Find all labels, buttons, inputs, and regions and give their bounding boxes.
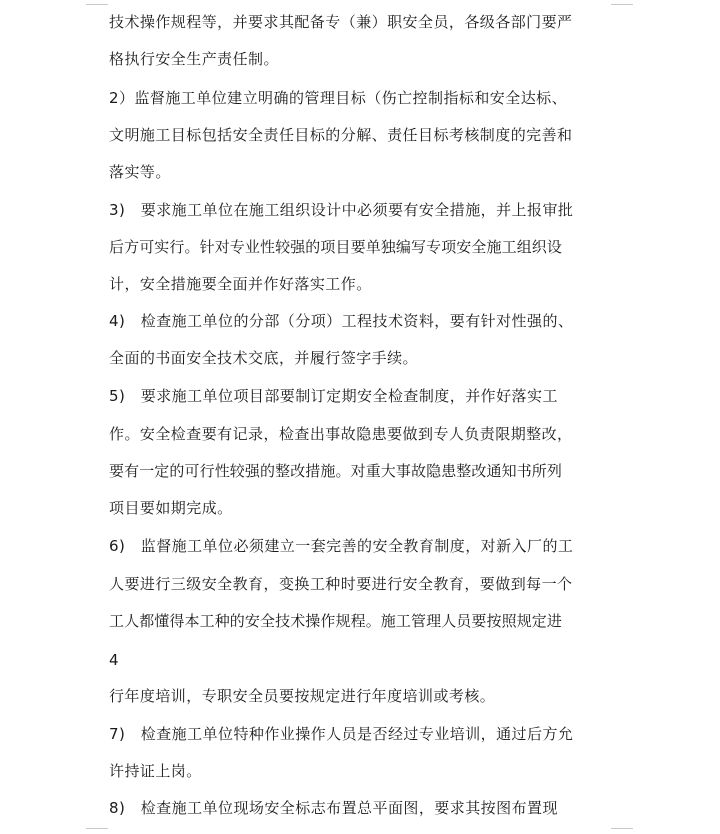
text-line: 作。安全检查要有记录，检查出事故隐患要做到专人负责限期整改， (109, 425, 573, 443)
text-line: 人要进行三级安全教育，变换工种时要进行安全教育，要做到每一个 (109, 575, 573, 593)
corner-mark-bottom-left-h (86, 828, 108, 829)
text-line: 6) 监督施工单位必须建立一套完善的安全教育制度，对新入厂的工 (109, 537, 574, 555)
text-line: 项目要如期完成。 (109, 499, 233, 517)
text-line: 5) 要求施工单位项目部要制订定期安全检查制度，并作好落实工 (109, 387, 558, 405)
page-number: 4 (109, 651, 119, 669)
text-line: 文明施工目标包括安全责任目标的分解、责任目标考核制度的完善和 (109, 126, 573, 144)
text-line: 7) 检查施工单位特种作业操作人员是否经过专业培训，通过后方允 (109, 725, 574, 743)
text-line: 8) 检查施工单位现场安全标志布置总平面图，要求其按图布置现 (109, 799, 558, 817)
text-line: 落实等。 (109, 163, 171, 181)
text-line: 计，安全措施要全面并作好落实工作。 (109, 275, 372, 293)
text-line: 要有一定的可行性较强的整改措施。对重大事故隐患整改通知书所列 (109, 462, 563, 480)
text-line: 工人都懂得本工种的安全技术操作规程。施工管理人员要按照规定进 (109, 612, 563, 630)
text-line: 3) 要求施工单位在施工组织设计中必须要有安全措施，并上报审批 (109, 201, 574, 219)
corner-mark-top-left-h (86, 4, 108, 5)
corner-mark-top-right-h (611, 4, 633, 5)
text-line: 行年度培训，专职安全员要按规定进行年度培训或考核。 (109, 687, 496, 705)
text-line: 格执行安全生产责任制。 (109, 50, 279, 68)
text-line: 技术操作规程等，并要求其配备专（兼）职安全员，各级各部门要严 (109, 13, 573, 31)
corner-mark-bottom-right-h (611, 828, 633, 829)
text-line: 许持证上岗。 (109, 762, 202, 780)
text-line: 后方可实行。针对专业性较强的项目要单独编写专项安全施工组织设 (109, 238, 563, 256)
text-line: 2）监督施工单位建立明确的管理目标（伤亡控制指标和安全达标、 (109, 89, 568, 107)
text-line: 全面的书面安全技术交底，并履行签字手续。 (109, 349, 419, 367)
text-line: 4) 检查施工单位的分部（分项）工程技术资料，要有针对性强的、 (109, 312, 574, 330)
